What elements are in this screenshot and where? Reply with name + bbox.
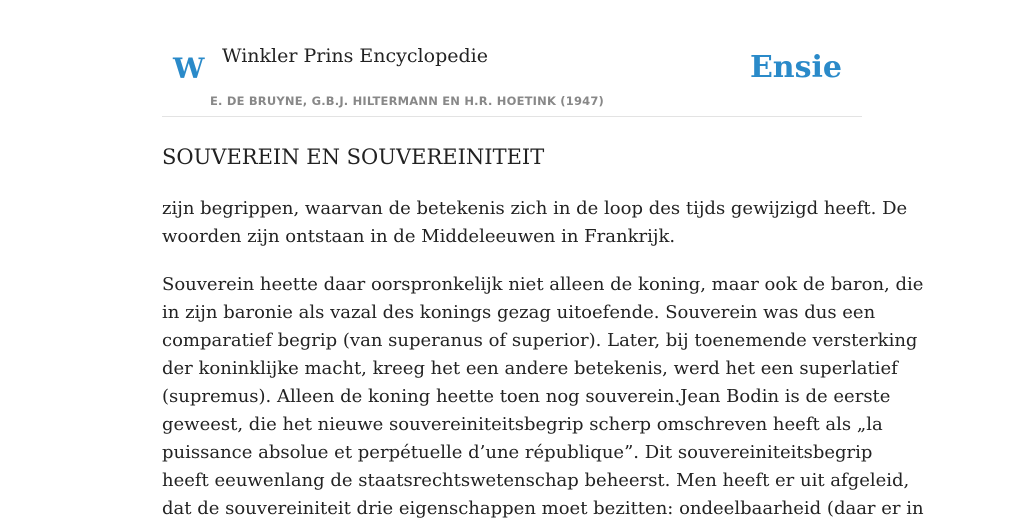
text-line: geweest, die het nieuwe souvereiniteitsbegrip scherp omschreven heeft als „la <box>162 414 883 435</box>
page <box>162 0 924 523</box>
article-title: SOUVEREIN EN SOUVEREINITEIT <box>162 145 545 169</box>
ensie-logo-link[interactable]: Ensie <box>749 50 842 85</box>
text-line: dat de souvereiniteit drie eigenschappen moet bezitten: ondeelbaarheid (daar er in <box>162 498 924 519</box>
text-line: woorden zijn ontstaan in de Middeleeuwen in Frankrijk. <box>162 226 676 247</box>
text-line: puissance absolue et perpétuelle d’une république”. Dit souvereiniteitsbegrip <box>162 442 873 463</box>
encyclopedia-logo-icon[interactable]: W <box>173 52 205 85</box>
paragraph-2 <box>162 271 924 523</box>
text-line: (supremus). Alleen de koning heette toen nog souverein.Jean Bodin is de eerste <box>162 386 891 407</box>
text-line: Souverein heette daar oorspronkelijk niet alleen de koning, maar ook de baron, die <box>162 274 924 295</box>
text-line: comparatief begrip (van superanus of superior). Later, bij toenemende versterking <box>162 330 918 351</box>
text-line: heeft eeuwenlang de staatsrechtswetenschap beheerst. Men heeft er uit afgeleid, <box>162 470 910 491</box>
header <box>162 0 862 117</box>
text-line: der koninklijke macht, kreeg het een andere betekenis, werd het een superlatief <box>162 358 898 379</box>
paragraph-1 <box>162 195 908 251</box>
book-title-link[interactable]: Winkler Prins Encyclopedie <box>222 45 488 67</box>
text-line: zijn begrippen, waarvan de betekenis zich in de loop des tijds gewijzigd heeft. De <box>162 198 908 219</box>
text-line: in zijn baronie als vazal des konings gezag uitoefende. Souverein was dus een <box>162 302 876 323</box>
book-authors: E. DE BRUYNE, G.B.J. HILTERMANN EN H.R. HOETINK (1947) <box>210 94 605 108</box>
article-body <box>162 195 924 523</box>
